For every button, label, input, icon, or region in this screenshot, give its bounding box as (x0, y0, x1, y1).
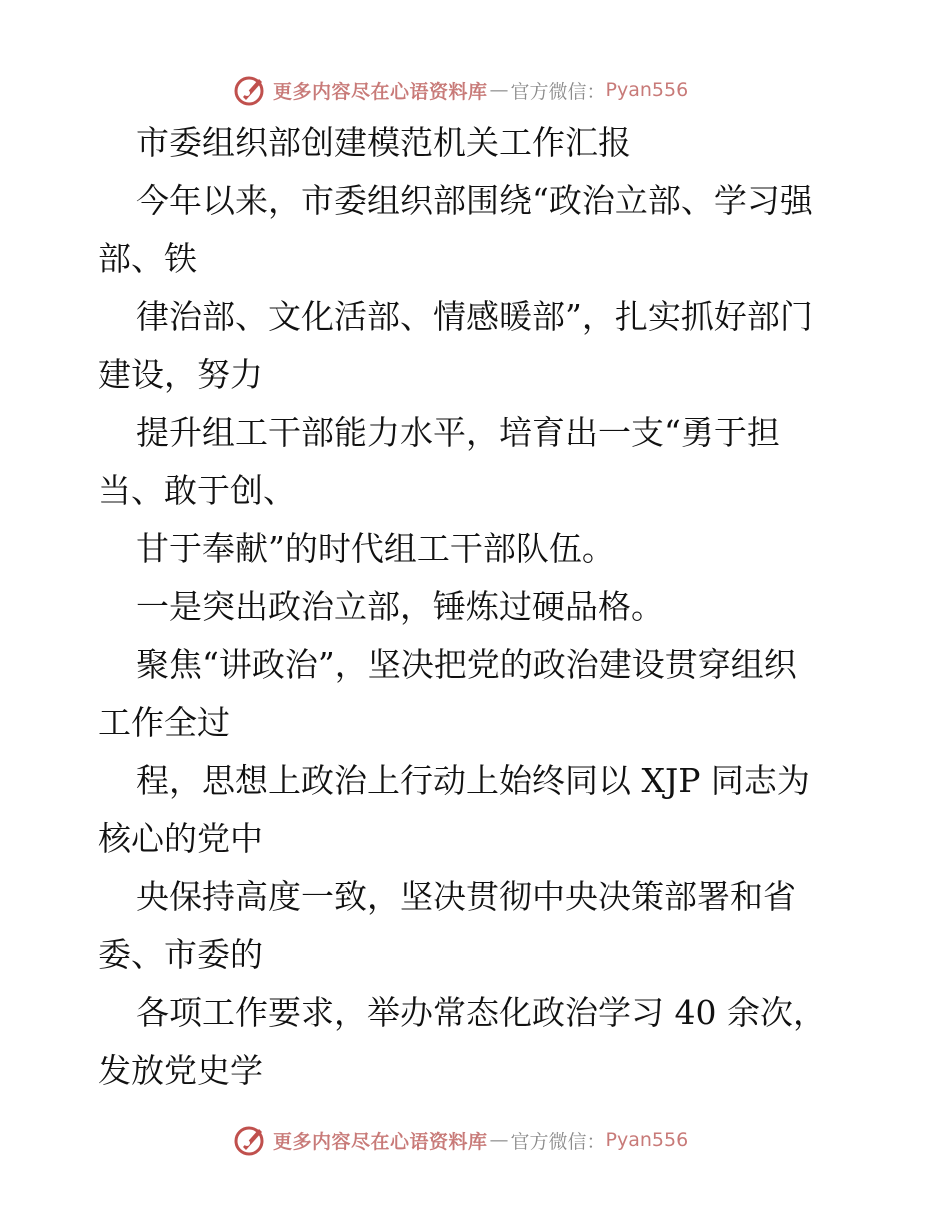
quill-logo-icon (233, 73, 267, 107)
text-line: 提升组工干部能力水平，培育出一支“勇于担 (136, 413, 780, 452)
header-banner (233, 72, 713, 108)
section-heading: 一是突出政治立部，锤炼过硬品格。 (136, 587, 664, 626)
text-line: 各项工作要求，举办常态化政治学习 40 余次， (136, 993, 826, 1032)
banner-title: 更多内容尽在心语资料库 (273, 80, 488, 103)
text-line: 今年以来，市委组织部围绕“政治立部、学习强 (136, 181, 813, 220)
text-line: 律治部、文化活部、情感暖部”，扎实抓好部门 (136, 297, 813, 336)
banner-wechat-label: 官方微信： (510, 80, 606, 103)
banner-wechat-id: Pyan556 (605, 79, 689, 101)
text-line: 委、市委的 (98, 935, 263, 974)
banner-wechat-label: 官方微信： (510, 1130, 606, 1153)
text-line: 甘于奉献”的时代组工干部队伍。 (136, 529, 615, 568)
text-line: 聚焦“讲政治”，坚决把党的政治建设贯穿组织 (136, 645, 797, 684)
doc-title: 市委组织部创建模范机关工作汇报 (136, 123, 631, 162)
text-line: 发放党史学 (98, 1051, 263, 1090)
text-line: 工作全过 (98, 703, 230, 742)
text-line: 部、铁 (98, 239, 197, 278)
text-line: 程，思想上政治上行动上始终同以 XJP 同志为 (136, 761, 810, 800)
text-line: 建设，努力 (98, 355, 263, 394)
banner-separator: — (489, 79, 509, 101)
banner-title: 更多内容尽在心语资料库 (273, 1130, 488, 1153)
quill-logo-icon (233, 1123, 267, 1157)
text-line: 核心的党中 (98, 819, 263, 858)
footer-banner (233, 1122, 713, 1158)
text-line: 当、敢于创、 (98, 471, 296, 510)
banner-wechat-id: Pyan556 (605, 1129, 689, 1151)
banner-separator: — (489, 1129, 509, 1151)
text-line: 央保持高度一致，坚决贯彻中央决策部署和省 (136, 877, 796, 916)
